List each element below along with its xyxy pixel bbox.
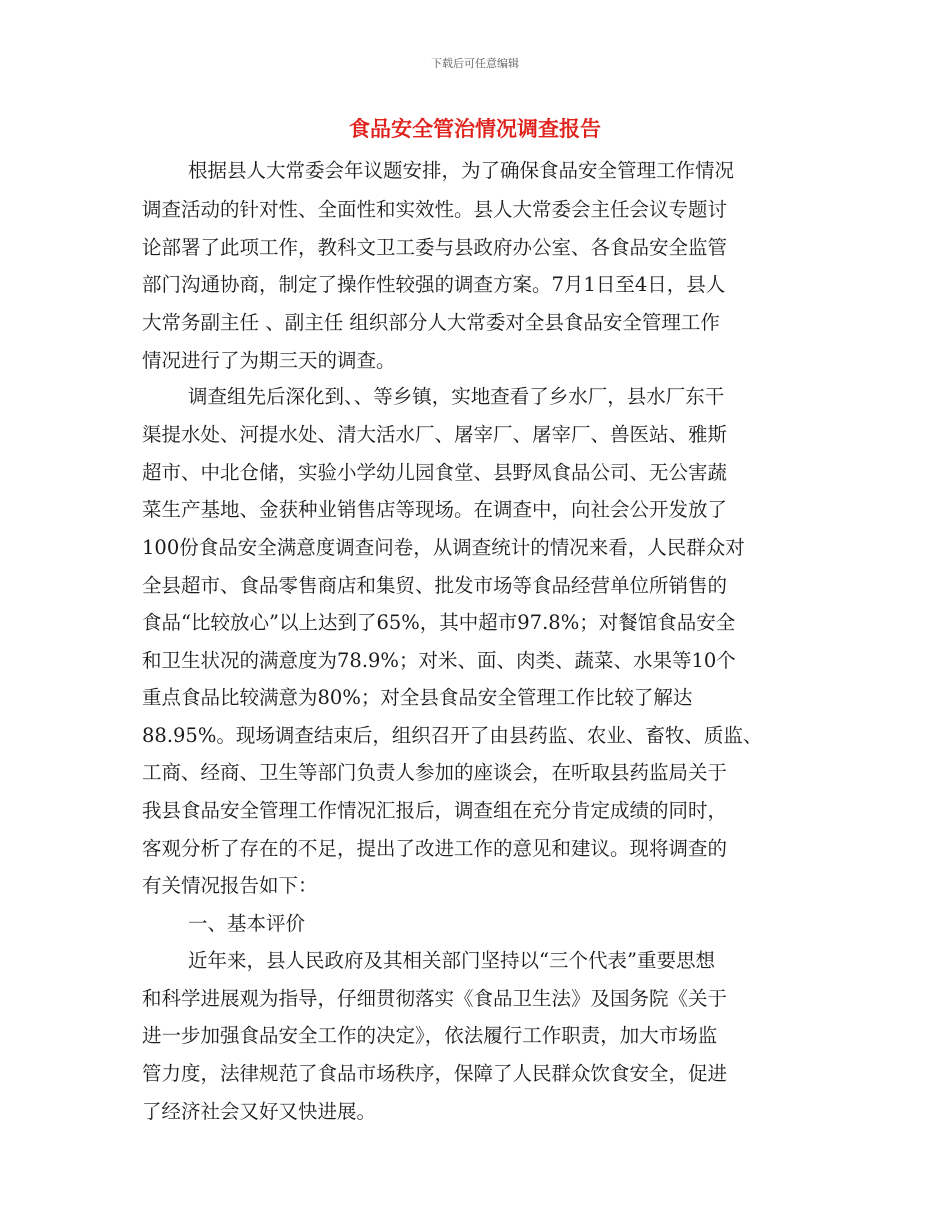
body-line: 客观分析了存在的不足，提出了改进工作的意见和建议。现将调查的: [142, 837, 728, 860]
body-line: 大常务副主任 、副主任 组织部分人大常委对全县食品安全管理工作: [142, 311, 720, 334]
body-line: 我县食品安全管理工作情况汇报后，调查组在充分肯定成绩的同时，: [142, 799, 728, 822]
document-title: 食品安全管治情况调查报告: [349, 117, 601, 141]
body-line: 和科学进展观为指导，仔细贯彻落实《食品卫生法》及国务院《关于: [142, 987, 728, 1010]
body-line: 调查组先后深化到、、等乡镇，实地查看了乡水厂，县水厂东干: [188, 385, 725, 408]
body-line: 工商、经商、卫生等部门负责人参加的座谈会，在听取县药监局关于: [142, 761, 728, 784]
body-line: 有关情况报告如下：: [142, 874, 318, 897]
body-line: 全县超市、食品零售商店和集贸、批发市场等食品经营单位所销售的: [142, 574, 728, 597]
body-line: 进一步加强食品安全工作的决定》，依法履行工作职责，加大市场监: [142, 1024, 718, 1047]
body-line: 近年来，县人民政府及其相关部门坚持以“三个代表”重要思想: [188, 949, 715, 972]
body-line: 渠提水处、河提水处、清大活水厂、屠宰厂、屠宰厂、兽医站、雅斯: [142, 423, 728, 446]
body-line: 食品“比较放心”以上达到了65%，其中超市97.8%；对餐馆食品安全: [142, 611, 736, 634]
body-line: 了经济社会又好又快进展。: [142, 1100, 377, 1123]
body-line: 根据县人大常委会年议题安排，为了确保食品安全管理工作情况: [188, 159, 735, 182]
page-header-note: 下载后可任意编辑: [431, 57, 519, 70]
body-line: 菜生产基地、金获种业销售店等现场。在调查中，向社会公开发放了: [142, 498, 728, 521]
body-line: 超市、中北仓储，实验小学幼儿园食堂、县野凤食品公司、无公害蔬: [142, 461, 728, 484]
body-line: 管力度，法律规范了食品市场秩序，保障了人民群众饮食安全，促进: [142, 1062, 728, 1085]
body-line: 论部署了此项工作，教科文卫工委与县政府办公室、各食品安全监管: [142, 236, 728, 259]
body-line: 和卫生状况的满意度为78.9%；对米、面、肉类、蔬菜、水果等10个: [142, 649, 736, 672]
body-line: 重点食品比较满意为80%；对全县食品安全管理工作比较了解达: [142, 686, 693, 709]
body-line: 情况进行了为期三天的调查。: [142, 349, 396, 372]
body-line: 部门沟通协商，制定了操作性较强的调查方案。7月1日至4日，县人: [142, 273, 726, 296]
section-heading: 一、基本评价: [188, 912, 306, 935]
body-line: 调查活动的针对性、全面性和实效性。县人大常委会主任会议专题讨: [142, 198, 728, 221]
body-line: 100份食品安全满意度调查问卷，从调查统计的情况来看，人民群众对: [142, 536, 745, 559]
body-line: 88.95%。现场调查结束后，组织召开了由县药监、农业、畜牧、质监、: [142, 724, 763, 747]
